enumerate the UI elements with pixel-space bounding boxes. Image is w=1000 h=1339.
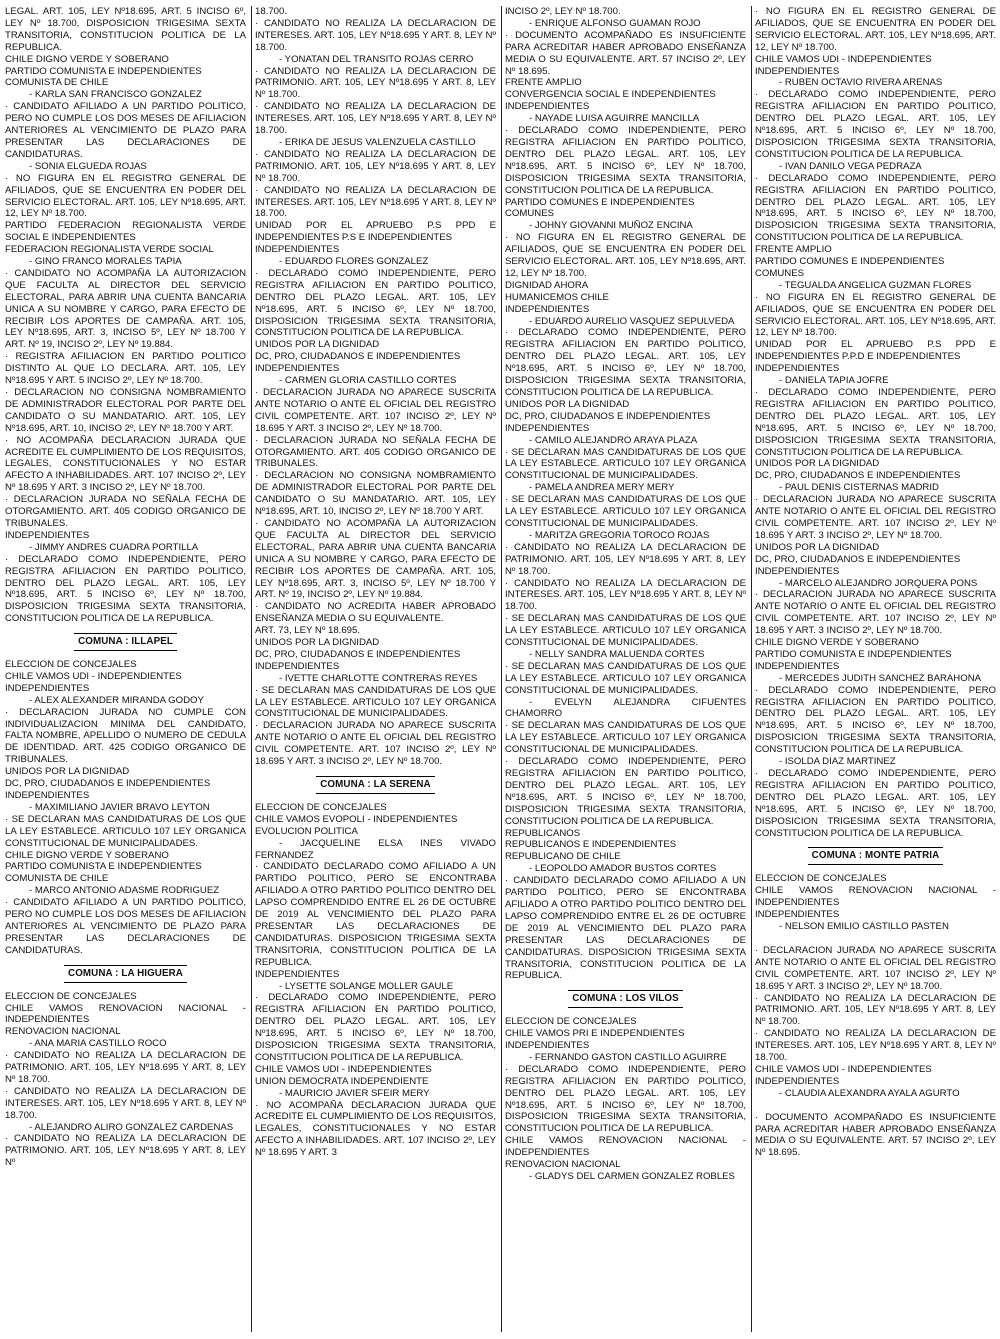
candidate-name: - MAURICIO JAVIER SFEIR MERY [279, 1087, 430, 1099]
list-label: REPUBLICANO DE CHILE [505, 851, 621, 863]
comuna-heading-label: COMUNA : MONTE PATRIA [808, 847, 944, 865]
list-label: PARTIDO FEDERACION REGIONALISTA VERDE SOCIAL E INDEPENDIENTES [5, 220, 246, 244]
list-label: DC, PRO, CIUDADANOS E INDEPENDIENTES [755, 553, 961, 565]
candidate-name: - KARLA SAN FRANCISCO GONZALEZ [29, 89, 202, 101]
candidate-name: - PAMELA ANDREA MERY MERY [529, 482, 675, 494]
list-label: ELECCION DE CONCEJALES [755, 873, 887, 885]
list-label: DC, PRO, CIUDADANOS E INDEPENDIENTES [755, 470, 961, 482]
list-label: RENOVACION NACIONAL [505, 1159, 621, 1171]
list-label: CONVERGENCIA SOCIAL E INDEPENDIENTES [505, 89, 716, 101]
list-label: INDEPENDIENTES [755, 65, 840, 77]
candidate-name: - DANIELA TAPIA JOFRE [779, 375, 889, 387]
list-label: CHILE DIGNO VERDE Y SOBERANO [5, 53, 169, 65]
list-label: CHILE VAMOS RENOVACION NACIONAL - INDEPENDIENTES [755, 885, 996, 909]
observation-text: · DECLARADO COMO INDEPENDIENTE, PERO REGISTRA AFILIACION EN PARTIDO POLITICO, DENTRO DEL PLAZO LEGAL. ART. 105, LEY Nº18.695, ART. 5 INCISO 6º, LEY Nº 18.700, DISPOSICION TRIGESIMA SEXTA TRANSITORIA, CONSTITUCION POLITICA DE LA REPUBLICA. [755, 768, 996, 839]
candidate-name: - MARCO ANTONIO ADASME RODRIGUEZ [29, 885, 220, 897]
observation-text: · REGISTRA AFILIACION EN PARTIDO POLITICO DISTINTO AL QUE LO DECLARA. ART. 105, LEY Nº18.695 Y ART. 5 INCISO 2º, LEY Nº 18.700. [5, 351, 246, 387]
list-label: COMUNES [505, 208, 555, 220]
comuna-heading-label: COMUNA : ILLAPEL [74, 633, 177, 651]
candidate-name: - IVAN DANILO VEGA PEDRAZA [779, 160, 922, 172]
candidate-name: - CAMILO ALEJANDRO ARAYA PLAZA [529, 434, 698, 446]
text-column-3 [505, 6, 746, 1334]
list-label: DC, PRO, CIUDADANOS E INDEPENDIENTES [255, 351, 461, 363]
list-label: UNIDAD POR EL APRUEBO P.S PPD E INDEPENDIENTES P.S E INDEPENDIENTES [255, 220, 496, 244]
list-label: COMUNISTA DE CHILE [5, 77, 109, 89]
candidate-name: - FERNANDO GASTON CASTILLO AGUIRRE [529, 1051, 727, 1063]
observation-text: · NO ACOMPAÑA DECLARACION JURADA QUE ACREDITE EL CUMPLIMIENTO DE LOS REQUISITOS, LEGALES, CONSTITUCIONALES Y NO ESTAR AFECTO A INHABILIDADES. ART. 107 INCISO 2º, LEY Nº 18.695 Y ART. 3 [255, 1099, 496, 1159]
list-label: DC, PRO, CIUDADANOS E INDEPENDIENTES [255, 648, 461, 660]
observation-text: · NO ACOMPAÑA DECLARACION JURADA QUE ACREDITE EL CUMPLIMIENTO DE LOS REQUISITOS, LEGALES, CONSTITUCIONALES Y NO ESTAR AFECTO A INHABILIDADES. ART. 107 INCISO 2º, LEY Nº 18.695 Y ART. 3 INCISO 2º, LEY Nº 18.700. [5, 434, 246, 494]
list-label: CHILE VAMOS PRI E INDEPENDIENTES [505, 1028, 685, 1040]
observation-text: · CANDIDATO NO ACOMPAÑA LA AUTORIZACION QUE FACULTA AL DIRECTOR DEL SERVICIO ELECTORAL, PARA ABRIR UNA CUENTA BANCARIA UNICA A SU NOMBRE Y CARGO, PARA EFECTO DE RECIBIR LOS APORTES DE CAMPAÑA. ART. 105, LEY Nº18.695, ART. 3, INCISO 5º, LEY Nº 18.700 Y ART. Nº 19, INCISO 2º, LEY Nº 19.884. [5, 267, 246, 351]
comuna-heading [755, 847, 996, 865]
observation-text: · CANDIDATO NO REALIZA LA DECLARACION DE PATRIMONIO. ART. 105, LEY Nº18.695 Y ART. 8, LEY Nº 18.700. [505, 541, 746, 577]
comuna-heading [5, 633, 246, 651]
observation-text: · DECLARACION JURADA NO SEÑALA FECHA DE OTORGAMIENTO. ART. 405 CODIGO ORGANICO DE TRIBUNALES. [5, 494, 246, 529]
list-label: UNIDOS POR LA DIGNIDAD [255, 637, 380, 649]
list-label: CHILE VAMOS UDI - INDEPENDIENTES [255, 1063, 432, 1075]
list-label: FEDERACION REGIONALISTA VERDE SOCIAL [5, 244, 214, 256]
list-label: INDEPENDIENTES [5, 682, 90, 694]
list-label: CHILE VAMOS RENOVACION NACIONAL - INDEPENDIENTES [5, 1002, 246, 1026]
observation-text: · CANDIDATO NO REALIZA LA DECLARACION DE INTERESES. ART. 105, LEY Nº18.695 Y ART. 8, LEY Nº 18.700. [255, 184, 496, 220]
observation-text: · DECLARADO COMO INDEPENDIENTE, PERO REGISTRA AFILIACION EN PARTIDO POLITICO, DENTRO DEL PLAZO LEGAL. ART. 105, LEY Nº18.695, ART. 5 INCISO 6º, LEY Nº 18.700, DISPOSICION TRIGESIMA SEXTA TRANSITORIA, CONSTITUCION POLITICA DE LA REPUBLICA. [755, 172, 996, 244]
observation-text: · DECLARADO COMO INDEPENDIENTE, PERO REGISTRA AFILIACION EN PARTIDO POLITICO, DENTRO DEL PLAZO LEGAL. ART. 105, LEY Nº18.695, ART. 5 INCISO 6º, LEY Nº 18.700, DISPOSICION TRIGESIMA SEXTA TRANSITORIA, CONSTITUCION POLITICA DE LA REPUBLICA. [755, 684, 996, 756]
candidate-name: - NELLY SANDRA MALUENDA CORTES [529, 648, 705, 660]
observation-text: · SE DECLARAN MAS CANDIDATURAS DE LOS QUE LA LEY ESTABLECE. ARTICULO 107 LEY ORGANICA CONSTITUCIONAL DE MUNICIPALIDADES. [255, 684, 496, 720]
spacer [755, 933, 996, 945]
candidate-name: - MERCEDES JUDITH SANCHEZ BARAHONA [779, 672, 982, 684]
observation-text: · DECLARACION JURADA NO APARECE SUSCRITA ANTE NOTARIO O ANTE EL OFICIAL DEL REGISTRO CIVIL COMPETENTE. ART. 107 INCISO 2º, LEY Nº 18.695 Y ART. 3 INCISO 2º, LEY Nº 18.700. [755, 494, 996, 541]
observation-text: · SE DECLARAN MAS CANDIDATURAS DE LOS QUE LA LEY ESTABLECE. ARTICULO 107 LEY ORGANICA CONSTITUCIONAL DE MUNICIPALIDADES. [505, 494, 746, 529]
candidate-name: - EDUARDO AURELIO VASQUEZ SEPULVEDA [529, 315, 735, 327]
candidate-name: - LYSETTE SOLANGE MOLLER GAULE [279, 980, 454, 992]
observation-text: LEGAL. ART. 105, LEY Nº18.695, ART. 5 INCISO 6º, LEY Nº 18.700, DISPOSICION TRIGESIMA SEXTA TRANSITORIA, CONSTITUCION POLITICA DE LA REPUBLICA. [5, 6, 246, 53]
candidate-name: - JIMMY ANDRES CUADRA PORTILLA [29, 541, 199, 553]
observation-text: · DECLARACION NO CONSIGNA NOMBRAMIENTO DE ADMINISTRADOR ELECTORAL POR PARTE DEL CANDIDATO O SU MANDATARIO. ART. 105, LEY Nº18.695, ART. 10, INCISO 2º, LEY Nº 18.700 Y ART. [255, 470, 496, 518]
observation-text: · SE DECLARAN MAS CANDIDATURAS DE LOS QUE LA LEY ESTABLECE. ARTICULO 107 LEY ORGANICA CONSTITUCIONAL DE MUNICIPALIDADES. [505, 613, 746, 649]
candidate-name: - NELSON EMILIO CASTILLO PASTEN [779, 920, 949, 932]
list-label: UNIDAD POR EL APRUEBO P.S PPD E INDEPENDIENTES P.P.D E INDEPENDIENTES [755, 339, 996, 363]
list-label: PARTIDO COMUNISTA E INDEPENDIENTES [755, 648, 952, 660]
observation-text: · SE DECLARAN MAS CANDIDATURAS DE LOS QUE LA LEY ESTABLECE. ARTICULO 107 LEY ORGANICA CONSTITUCIONAL DE MUNICIPALIDADES. [505, 446, 746, 482]
list-label: INDEPENDIENTES [755, 1075, 840, 1087]
observation-text: · CANDIDATO NO REALIZA LA DECLARACION DE INTERESES. ART. 105, LEY Nº18.695 Y ART. 8, LEY Nº 18.700. [255, 17, 496, 53]
list-label: INDEPENDIENTES [505, 101, 590, 113]
candidate-name: - LEOPOLDO AMADOR BUSTOS CORTES [529, 863, 717, 875]
observation-text: · DECLARACION JURADA NO APARECE SUSCRITA ANTE NOTARIO O ANTE EL OFICIAL DEL REGISTRO CIVIL COMPETENTE. ART. 107 INCISO 2º, LEY Nº 18.695 Y ART. 3 INCISO 2º, LEY Nº 18.700. [255, 387, 496, 434]
text-column-2 [255, 6, 496, 1334]
observation-text: · CANDIDATO NO REALIZA LA DECLARACION DE PATRIMONIO. ART. 105, LEY Nº18.695 Y ART. 8, LEY Nº 18.700. [755, 992, 996, 1028]
candidate-name: - MARCELO ALEJANDRO JORQUERA PONS [779, 577, 978, 589]
observation-text: · CANDIDATO AFILIADO A UN PARTIDO POLITICO, PERO NO CUMPLE LOS DOS MESES DE AFILIACION ANTERIORES AL VENCIMIENTO DE PLAZO PARA PRESENTAR LAS DECLARACIONES DE CANDIDATURAS. [5, 897, 246, 956]
list-label: UNIDOS POR LA DIGNIDAD [5, 766, 130, 778]
list-label: CHILE VAMOS UDI - INDEPENDIENTES [755, 53, 932, 65]
candidate-name: - ENRIQUE ALFONSO GUAMAN ROJO [529, 17, 701, 29]
observation-text: · CANDIDATO NO REALIZA LA DECLARACION DE PATRIMONIO. ART. 105, LEY Nº18.695 Y ART. 8, LEY Nº [5, 1133, 246, 1169]
list-label: INDEPENDIENTES [255, 363, 340, 375]
list-label: INDEPENDIENTES [755, 363, 840, 375]
list-label: 18.700. [255, 6, 288, 17]
list-label: CHILE VAMOS RENOVACION NACIONAL - INDEPENDIENTES [505, 1135, 746, 1159]
candidate-name: - CARMEN GLORIA CASTILLO CORTES [279, 375, 457, 387]
list-label: ELECCION DE CONCEJALES [5, 990, 137, 1002]
list-label: PARTIDO COMUNISTA E INDEPENDIENTES [5, 65, 202, 77]
list-label: EVOLUCION POLITICA [255, 825, 358, 837]
candidate-name: - NAYADE LUISA AGUIRRE MANCILLA [529, 113, 700, 125]
list-label: REPUBLICANOS [505, 827, 581, 839]
list-label: UNIDOS POR LA DIGNIDAD [755, 458, 880, 470]
list-label: COMUNES [755, 267, 805, 279]
list-label: INCISO 2º, LEY Nº 18.700. [505, 6, 621, 17]
candidate-name: - ISOLDA DIAZ MARTINEZ [779, 756, 896, 768]
observation-text: · DECLARACION JURADA NO APARECE SUSCRITA ANTE NOTARIO O ANTE EL OFICIAL DEL REGISTRO CIVIL COMPETENTE. ART. 107 INCISO 2º, LEY Nº 18.695 Y ART. 3 INCISO 2º, LEY Nº 18.700. [255, 720, 496, 768]
candidate-name: - JACQUELINE ELSA INES VIVADO FERNANDEZ [255, 837, 496, 861]
list-label: ELECCION DE CONCEJALES [505, 1016, 637, 1028]
list-label: PARTIDO COMUNES E INDEPENDIENTES [755, 256, 945, 268]
observation-text: · CANDIDATO NO REALIZA LA DECLARACION DE PATRIMONIO. ART. 105, LEY Nº18.695 Y ART. 8, LEY Nº 18.700. [255, 65, 496, 101]
observation-text: · SE DECLARAN MAS CANDIDATURAS DE LOS QUE LA LEY ESTABLECE. ARTICULO 107 LEY ORGANICA CONSTITUCIONAL DE MUNICIPALIDADES. [505, 660, 746, 696]
list-label: INDEPENDIENTES [5, 790, 90, 801]
observation-text: · DECLARADO COMO INDEPENDIENTE, PERO REGISTRA AFILIACION EN PARTIDO POLITICO, DENTRO DEL PLAZO LEGAL. ART. 105, LEY Nº18.695, ART. 5 INCISO 6º, LEY Nº 18.700, DISPOSICION TRIGESIMA SEXTA TRANSITORIA, CONSTITUCION POLITICA DE LA REPUBLICA. [255, 267, 496, 339]
observation-text: · DECLARADO COMO INDEPENDIENTE, PERO REGISTRA AFILIACION EN PARTIDO POLITICO, DENTRO DEL PLAZO LEGAL. ART. 105, LEY Nº18.695, ART. 5 INCISO 6º, LEY Nº 18.700, DISPOSICION TRIGESIMA SEXTA TRANSITORIA, CONSTITUCION POLITICA DE LA REPUBLICA. [755, 89, 996, 160]
column-divider [751, 6, 752, 1332]
candidate-name: - MARITZA GREGORIA TOROCO ROJAS [529, 529, 710, 541]
candidate-name: - ALEJANDRO ALIRO GONZALEZ CARDENAS [29, 1121, 234, 1133]
comuna-heading-label: COMUNA : LA HIGUERA [64, 965, 187, 983]
observation-text: · CANDIDATO NO ACREDITA HABER APROBADO ENSEÑANZA MEDIA O SU EQUIVALENTE. [255, 601, 496, 625]
observation-text: · SE DECLARAN MAS CANDIDATURAS DE LOS QUE LA LEY ESTABLECE. ARTICULO 107 LEY ORGANICA CONSTITUCIONAL DE MUNICIPALIDADES. [5, 813, 246, 849]
list-label: INDEPENDIENTES [255, 244, 340, 256]
list-label: ART. 73, LEY Nº 18.695. [255, 625, 361, 637]
candidate-name: - CLAUDIA ALEXANDRA AYALA AGURTO [779, 1087, 960, 1099]
candidate-name: - IVETTE CHARLOTTE CONTRERAS REYES [279, 672, 478, 684]
observation-text: · CANDIDATO NO REALIZA LA DECLARACION DE PATRIMONIO. ART. 105, LEY Nº18.695 Y ART. 8, LEY Nº 18.700. [255, 148, 496, 184]
list-label: COMUNISTA DE CHILE [5, 873, 109, 885]
candidate-name: - EVELYN ALEJANDRA CIFUENTES CHAMORRO [505, 696, 746, 720]
observation-text: · DECLARADO COMO INDEPENDIENTE, PERO REGISTRA AFILIACION EN PARTIDO POLITICO, DENTRO DEL PLAZO LEGAL. ART. 105, LEY Nº18.695, ART. 5 INCISO 6º, LEY Nº 18.700, DISPOSICION TRIGESIMA SEXTA TRANSITORIA, CONSTITUCION POLITICA DE LA REPUBLICA. [505, 327, 746, 398]
list-label: CHILE VAMOS UDI - INDEPENDIENTES [5, 670, 182, 682]
list-label: CHILE DIGNO VERDE Y SOBERANO [755, 637, 919, 649]
list-label: CHILE VAMOS EVOPOLI - INDEPENDIENTES [255, 813, 458, 825]
list-label: INDEPENDIENTES [255, 968, 340, 980]
list-label: DIGNIDAD AHORA [505, 279, 589, 291]
list-label: INDEPENDIENTES [505, 422, 590, 434]
comuna-heading-label: COMUNA : LOS VILOS [568, 990, 682, 1008]
list-label: UNIDOS POR LA DIGNIDAD [755, 541, 880, 553]
text-column-4 [755, 6, 996, 1334]
list-label: ELECCION DE CONCEJALES [255, 801, 387, 813]
candidate-name: - PAUL DENIS CISTERNAS MADRID [779, 482, 939, 494]
candidate-name: - ALEX ALEXANDER MIRANDA GODOY [29, 694, 204, 706]
list-label: CHILE VAMOS UDI - INDEPENDIENTES [755, 1063, 932, 1075]
candidate-name: - SONIA ELGUEDA ROJAS [29, 160, 147, 172]
observation-text: · DECLARACION JURADA NO SEÑALA FECHA DE OTORGAMIENTO. ART. 405 CODIGO ORGANICO DE TRIBUNALES. [255, 434, 496, 470]
observation-text: · CANDIDATO AFILIADO A UN PARTIDO POLITICO, PERO NO CUMPLE LOS DOS MESES DE AFILIACION ANTERIORES AL VENCIMIENTO DE PLAZO PARA PRESENTAR LAS DECLARACIONES DE CANDIDATURAS. [5, 101, 246, 160]
comuna-heading [5, 965, 246, 983]
candidate-name: - YONATAN DEL TRANSITO ROJAS CERRO [279, 53, 474, 65]
observation-text: · NO FIGURA EN EL REGISTRO GENERAL DE AFILIADOS, QUE SE ENCUENTRA EN PODER DEL SERVICIO ELECTORAL. ART. 105, LEY Nº18.695, ART. 12, LEY Nº 18.700. [755, 6, 996, 53]
observation-text: · CANDIDATO NO ACOMPAÑA LA AUTORIZACION QUE FACULTA AL DIRECTOR DEL SERVICIO ELECTORAL, PARA ABRIR UNA CUENTA BANCARIA UNICA A SU NOMBRE Y CARGO, PARA EFECTO DE RECIBIR LOS APORTES DE CAMPAÑA. ART. 105, LEY Nº18.695, ART. 3, INCISO 5º, LEY Nº 18.700 Y ART. Nº 19, INCISO 2º, LEY Nº 19.884. [255, 517, 496, 601]
list-label: UNION DEMOCRATA INDEPENDIENTE [255, 1075, 429, 1087]
list-label: REPUBLICANOS E INDEPENDIENTES [505, 839, 677, 851]
observation-text: · CANDIDATO NO REALIZA LA DECLARACION DE INTERESES. ART. 105, LEY Nº18.695 Y ART. 8, LEY Nº 18.700. [5, 1085, 246, 1121]
observation-text: · DOCUMENTO ACOMPAÑADO ES INSUFICIENTE PARA ACREDITAR HABER APROBADO ENSEÑANZA MEDIA O SU EQUIVALENTE. ART. 57 INCISO 2º, LEY Nº 18.695. [755, 1111, 996, 1159]
observation-text: · DECLARACION JURADA NO CUMPLE CON INDIVIDUALIZACION MINIMA DEL CANDIDATO, FALTA NOMBRE, APELLIDO O NUMERO DE CEDULA DE IDENTIDAD. ART. 425 CODIGO ORGANICO DE TRIBUNALES. [5, 706, 246, 766]
list-label: INDEPENDIENTES [505, 1040, 590, 1052]
observation-text: · DECLARADO COMO INDEPENDIENTE, PERO REGISTRA AFILIACION EN PARTIDO POLITICO, DENTRO DEL PLAZO LEGAL. ART. 105, LEY Nº18.695, ART. 5 INCISO 6º, LEY Nº 18.700, DISPOSICION TRIGESIMA SEXTA TRANSITORIA, CONSTITUCION POLITICA DE LA REPUBLICA. [505, 1063, 746, 1135]
observation-text: · DECLARADO COMO INDEPENDIENTE, PERO REGISTRA AFILIACION EN PARTIDO POLITICO, DENTRO DEL PLAZO LEGAL. ART. 105, LEY Nº18.695, ART. 5 INCISO 6º, LEY Nº 18.700, DISPOSICION TRIGESIMA SEXTA TRANSITORIA, CONSTITUCION POLITICA DE LA REPUBLICA. [505, 125, 746, 196]
observation-text: · CANDIDATO NO REALIZA LA DECLARACION DE PATRIMONIO. ART. 105, LEY Nº18.695 Y ART. 8, LEY Nº 18.700. [5, 1050, 246, 1085]
candidate-name: - GINO FRANCO MORALES TAPIA [29, 256, 182, 268]
list-label: CHILE DIGNO VERDE Y SOBERANO [5, 849, 169, 861]
comuna-heading-label: COMUNA : LA SERENA [316, 776, 434, 794]
observation-text: · DECLARACION JURADA NO APARECE SUSCRITA ANTE NOTARIO O ANTE EL OFICIAL DEL REGISTRO CIVIL COMPETENTE. ART. 107 INCISO 2º, LEY Nº 18.695 Y ART. 3 INCISO 2º, LEY Nº 18.700. [755, 589, 996, 637]
observation-text: · CANDIDATO NO REALIZA LA DECLARACION DE INTERESES. ART. 105, LEY Nº18.695 Y ART. 8, LEY Nº 18.700. [505, 577, 746, 613]
list-label: HUMANICEMOS CHILE [505, 291, 609, 303]
observation-text: · CANDIDATO DECLARADO COMO AFILIADO A UN PARTIDO POLITICO, PERO SE ENCONTRABA AFILIADO A OTRO PARTIDO POLITICO DENTRO DEL LAPSO COMPRENDIDO ENTRE EL 26 DE OCTUBRE DE 2019 AL VENCIMIENTO DEL PLAZO PARA PRESENTAR LAS DECLARACIONES DE CANDIDATURAS. DISPOSICION TRIGESIMA SEXTA TRANSITORIA, CONSTITUCION POLITICA DE LA REPUBLICA. [255, 861, 496, 968]
observation-text: · DECLARACION JURADA NO APARECE SUSCRITA ANTE NOTARIO O ANTE EL OFICIAL DEL REGISTRO CIVIL COMPETENTE. ART. 107 INCISO 2º, LEY Nº 18.695 Y ART. 3 INCISO 2º, LEY Nº 18.700. [755, 944, 996, 992]
list-label: ELECCION DE CONCEJALES [5, 659, 137, 671]
candidate-name: - RUBEN OCTAVIO RIVERA ARENAS [779, 77, 943, 89]
list-label: PARTIDO COMUNISTA E INDEPENDIENTES [5, 861, 202, 873]
observation-text: · CANDIDATO NO REALIZA LA DECLARACION DE INTERESES. ART. 105, LEY Nº18.695 Y ART. 8, LEY Nº 18.700. [255, 101, 496, 137]
observation-text: · NO FIGURA EN EL REGISTRO GENERAL DE AFILIADOS, QUE SE ENCUENTRA EN PODER DEL SERVICIO ELECTORAL. ART. 105, LEY Nº18.695, ART. 12, LEY Nº 18.700. [5, 172, 246, 220]
comuna-heading [255, 776, 496, 794]
list-label: INDEPENDIENTES [5, 529, 90, 541]
list-label: RENOVACION NACIONAL [5, 1026, 121, 1038]
column-divider [501, 6, 502, 1332]
comuna-heading [505, 990, 746, 1008]
candidate-name: - EDUARDO FLORES GONZALEZ [279, 256, 429, 268]
observation-text: · DECLARADO COMO INDEPENDIENTE, PERO REGISTRA AFILIACION EN PARTIDO POLITICO, DENTRO DEL PLAZO LEGAL. ART. 105, LEY Nº18.695, ART. 5 INCISO 6º, LEY Nº 18.700, DISPOSICION TRIGESIMA SEXTA TRANSITORIA, CONSTITUCION POLITICA DE LA REPUBLICA. [255, 992, 496, 1063]
list-label: INDEPENDIENTES [755, 660, 840, 672]
observation-text: · CANDIDATO NO REALIZA LA DECLARACION DE INTERESES. ART. 105, LEY Nº18.695 Y ART. 8, LEY Nº 18.700. [755, 1028, 996, 1064]
observation-text: · NO FIGURA EN EL REGISTRO GENERAL DE AFILIADOS, QUE SE ENCUENTRA EN PODER DEL SERVICIO ELECTORAL. ART. 105, LEY Nº18.695, ART. 12, LEY Nº 18.700. [505, 232, 746, 279]
candidate-name: - ANA MARIA CASTILLO ROCO [29, 1038, 167, 1050]
list-label: INDEPENDIENTES [255, 660, 340, 672]
list-label: INDEPENDIENTES [755, 565, 840, 577]
list-label: UNIDOS POR LA DIGNIDAD [255, 339, 380, 351]
observation-text: · DECLARACION NO CONSIGNA NOMBRAMIENTO DE ADMINISTRADOR ELECTORAL POR PARTE DEL CANDIDATO O SU MANDATARIO. ART. 105, LEY Nº18.695, ART. 10, INCISO 2º, LEY Nº 18.700 Y ART. [5, 387, 246, 434]
candidate-name: - GLADYS DEL CARMEN GONZALEZ ROBLES [529, 1171, 735, 1182]
list-label: DC, PRO, CIUDADANOS E INDEPENDIENTES [5, 778, 211, 790]
candidate-name: - JOHNY GIOVANNI MUÑOZ ENCINA [529, 220, 693, 232]
text-column-1 [5, 6, 246, 1334]
list-label: FRENTE AMPLIO [505, 77, 582, 89]
observation-text: · SE DECLARAN MAS CANDIDATURAS DE LOS QUE LA LEY ESTABLECE. ARTICULO 107 LEY ORGANICA CONSTITUCIONAL DE MUNICIPALIDADES. [505, 720, 746, 756]
spacer [755, 1100, 996, 1112]
column-divider [251, 6, 252, 1332]
candidate-name: - TEGUALDA ANGELICA GUZMAN FLORES [779, 279, 972, 291]
observation-text: · DECLARADO COMO INDEPENDIENTE, PERO REGISTRA AFILIACION EN PARTIDO POLITICO, DENTRO DEL PLAZO LEGAL. ART. 105, LEY Nº18.695, ART. 5 INCISO 6º, LEY Nº 18.700, DISPOSICION TRIGESIMA SEXTA TRANSITORIA, CONSTITUCION POLITICA DE LA REPUBLICA. [5, 553, 246, 625]
observation-text: · CANDIDATO DECLARADO COMO AFILIADO A UN PARTIDO POLITICO, PERO SE ENCONTRABA AFILIADO A OTRO PARTIDO POLITICO DENTRO DEL LAPSO COMPRENDIDO ENTRE EL 26 DE OCTUBRE DE 2019 AL VENCIMIENTO DEL PLAZO PARA PRESENTAR LAS DECLARACIONES DE CANDIDATURAS. DISPOSICION TRIGESIMA SEXTA TRANSITORIA, CONSTITUCION POLITICA DE LA REPUBLICA. [505, 875, 746, 982]
observation-text: · NO FIGURA EN EL REGISTRO GENERAL DE AFILIADOS, QUE SE ENCUENTRA EN PODER DEL SERVICIO ELECTORAL. ART. 105, LEY Nº18.695, ART. 12, LEY Nº 18.700. [755, 291, 996, 339]
list-label: INDEPENDIENTES [505, 303, 590, 315]
observation-text: · DECLARADO COMO INDEPENDIENTE, PERO REGISTRA AFILIACION EN PARTIDO POLITICO, DENTRO DEL PLAZO LEGAL. ART. 105, LEY Nº18.695, ART. 5 INCISO 6º, LEY Nº 18.700, DISPOSICION TRIGESIMA SEXTA TRANSITORIA, CONSTITUCION POLITICA DE LA REPUBLICA. [505, 756, 746, 827]
observation-text: · DECLARADO COMO INDEPENDIENTE, PERO REGISTRA AFILIACION EN PARTIDO POLITICO, DENTRO DEL PLAZO LEGAL. ART. 105, LEY Nº18.695, ART. 5 INCISO 6º, LEY Nº 18.700, DISPOSICION TRIGESIMA SEXTA TRANSITORIA, CONSTITUCION POLITICA DE LA REPUBLICA. [755, 387, 996, 458]
list-label: DC, PRO, CIUDADANOS E INDEPENDIENTES [505, 410, 711, 422]
list-label: FRENTE AMPLIO [755, 244, 832, 256]
list-label: UNIDOS POR LA DIGNIDAD [505, 398, 630, 410]
observation-text: · DOCUMENTO ACOMPAÑADO ES INSUFICIENTE PARA ACREDITAR HABER APROBADO ENSEÑANZA MEDIA O SU EQUIVALENTE. ART. 57 INCISO 2º, LEY Nº 18.695. [505, 29, 746, 77]
candidate-name: - ERIKA DE JESUS VALENZUELA CASTILLO [279, 136, 476, 148]
candidate-name: - MAXIMILIANO JAVIER BRAVO LEYTON [29, 801, 210, 813]
list-label: INDEPENDIENTES [755, 909, 840, 921]
list-label: PARTIDO COMUNES E INDEPENDIENTES [505, 196, 695, 208]
